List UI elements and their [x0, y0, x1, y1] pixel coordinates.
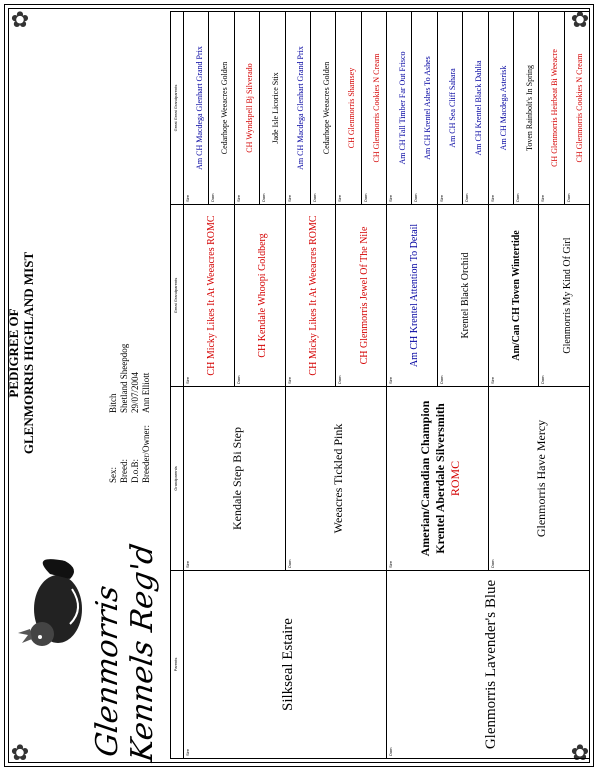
dog-name: Weeacres Tickled Pink [331, 423, 346, 534]
logo-text: Glenmorris Kennels Reg'd [90, 541, 160, 764]
dog-name: Am CH Macdega Asterisk [499, 65, 509, 151]
sex-tag: Dam [438, 375, 444, 384]
sex-tag: Dam [540, 375, 546, 384]
dog-name: Am CH Macdega Glenhart Grand Prix [194, 46, 204, 170]
great-great-grandparent-cell [361, 12, 386, 204]
sex-tag: Sire [438, 194, 444, 202]
sex-tag: Dam [413, 193, 419, 202]
great-great-grandparents-column [171, 12, 589, 204]
grandparent-cell [488, 387, 590, 570]
dog-name: CH Micky Likes It At Weeacres ROMC [206, 215, 218, 376]
sex-tag: Dam [235, 375, 241, 384]
dog-name: CH Wyndspell Bj Silverado [245, 63, 255, 153]
sex-tag: Sire [185, 376, 190, 384]
great-grandparent-cell [335, 205, 386, 386]
dob-label: D.o.B: [130, 458, 140, 483]
grandparents-column [171, 386, 589, 570]
dog-name: Am CH Sea Cliff Sahara [448, 68, 458, 148]
pedigree-table [170, 11, 590, 759]
great-great-grandparent-cell [513, 12, 538, 204]
sex-tag: Sire [489, 194, 495, 202]
great-great-grandparent-cell [538, 12, 563, 204]
great-grandparent-cell [285, 205, 336, 386]
sex-tag: Sire [235, 194, 241, 202]
great-great-grandparent-cell [411, 12, 436, 204]
sex-tag: Dam [261, 193, 267, 202]
breeder-label: Breeder/Owner: [141, 425, 151, 483]
great-great-grandparent-cell [234, 12, 259, 204]
breed-value: Shetland Sheepdog [119, 343, 129, 413]
sex-tag: Sire [489, 376, 495, 384]
breeder-value: Ann Elliott [141, 372, 151, 413]
dog-name: CH Glenmorris Jewel Of The Nile [358, 226, 370, 365]
dog-name: Am CH Macdega Glenhart Grand Prix [296, 46, 306, 170]
dog-name: CH Kendale Whoopi Goldberg [257, 233, 269, 358]
dog-name: Glenmorris Have Mercy [534, 419, 549, 538]
title-line-2: GLENMORRIS HIGHLAND MIST [21, 251, 36, 455]
dog-name: CH Glenmorris Heirbeat Bi Weeacre [549, 49, 559, 167]
great-great-grandparent-cell [437, 12, 462, 204]
great-grandparent-cell [538, 205, 589, 386]
dog-name: Glenmorris My Kind Of Girl [561, 237, 573, 354]
dog-name: Am CH Krentel Attention To Detail [409, 223, 421, 368]
grandparent-cell [183, 387, 285, 570]
dog-name: Amerian/Canadian Champion Krentel Aberdale Silversmith [417, 400, 447, 557]
great-great-grandparent-cell [285, 12, 310, 204]
dog-name: Krentel Black Orchid [460, 252, 472, 339]
sex-value: Bitch [108, 393, 118, 413]
sex-tag: Dam [362, 193, 368, 202]
great-great-grandparent-cell [564, 12, 589, 204]
sex-tag: Dam [388, 747, 393, 756]
grandparent-cell [285, 387, 387, 570]
column-header: Parents [173, 657, 178, 672]
parent-cell [183, 571, 386, 758]
great-great-grandparent-cell [259, 12, 284, 204]
sex-tag: Sire [286, 376, 292, 384]
rooster-icon [10, 549, 90, 669]
dob-value: 29/07/2004 [130, 371, 140, 413]
dog-name: Toven Rainbolt's In Spring [524, 65, 534, 151]
sex-tag: Sire [388, 560, 393, 568]
dog-name: CH Micky Likes It At Weeacres ROMC [307, 215, 319, 376]
dog-name: Am CH Krentel Black Dahlia [473, 60, 483, 156]
dog-name: CH Glenmorris Cookies N Cream [575, 53, 585, 163]
breed-label: Breed: [119, 459, 129, 483]
great-great-grandparent-cell [488, 12, 513, 204]
column-header: Grandparents [173, 466, 178, 491]
dog-name: Cedarhope Weeacres Golden [321, 61, 331, 155]
sex-tag: Sire [388, 376, 393, 384]
great-great-grandparent-cell [208, 12, 233, 204]
great-great-grandparent-cell [310, 12, 335, 204]
great-great-grandparent-cell [462, 12, 487, 204]
dog-name: Kendale Step Bi Step [229, 427, 244, 530]
sex-tag: Dam [311, 193, 317, 202]
great-grandparents-column [171, 204, 589, 386]
title-line-1: PEDIGREE OF [6, 308, 21, 398]
column-header: Great Grandparents [173, 277, 178, 314]
sex-tag: Dam [210, 193, 216, 202]
dog-info [108, 344, 152, 483]
header [0, 0, 168, 773]
dog-name: Jade Isle Licorice Stix [270, 72, 280, 144]
great-grandparent-cell [437, 205, 488, 386]
great-great-grandparent-cell [183, 12, 208, 204]
sex-tag: Dam [337, 375, 343, 384]
dog-name: Am CH Tall Timber Far Out Frisco [397, 51, 407, 165]
dog-name: Am/Can CH Toven Wintertide [510, 230, 522, 361]
sex-label: Sex: [108, 466, 118, 483]
dog-name: Silkseal Estaire [279, 618, 296, 711]
sex-tag: Dam [565, 193, 571, 202]
grandparent-cell [386, 387, 488, 570]
sex-tag: Sire [286, 194, 292, 202]
great-grandparent-cell [183, 205, 234, 386]
parent-cell [386, 571, 589, 758]
corner-ornament-icon: ✿ [570, 7, 590, 32]
sex-tag: Dam [514, 193, 520, 202]
corner-ornament-icon: ✿ [10, 740, 30, 765]
sex-tag: Sire [540, 194, 546, 202]
title-suffix: ROMC [447, 460, 462, 497]
dog-name: CH Glenmorris Cookies N Cream [372, 53, 382, 163]
great-grandparent-cell [488, 205, 539, 386]
dog-name: Am CH Krentel Ashes To Ashes [423, 56, 433, 160]
sex-tag: Dam [286, 559, 292, 568]
sex-tag: Dam [464, 193, 470, 202]
page-title [6, 173, 36, 533]
dog-name: Glenmorris Lavender's Blue [482, 579, 499, 750]
sex-tag: Sire [185, 560, 190, 568]
sex-tag: Sire [185, 748, 190, 756]
corner-ornament-icon: ✿ [10, 7, 30, 32]
parents-column [171, 570, 589, 758]
sex-tag: Sire [337, 194, 343, 202]
sex-tag: Dam [489, 559, 495, 568]
kennel-logo [10, 509, 160, 764]
corner-ornament-icon: ✿ [570, 740, 590, 765]
sex-tag: Sire [388, 194, 393, 202]
great-grandparent-cell [234, 205, 285, 386]
great-grandparent-cell [386, 205, 437, 386]
dog-name: Cedarhope Weeacres Golden [220, 61, 230, 155]
great-great-grandparent-cell [335, 12, 360, 204]
sex-tag: Sire [185, 194, 190, 202]
dog-name: CH Glenmorris Shamsey [346, 67, 356, 149]
column-header: Great Great Grandparents [173, 84, 178, 132]
great-great-grandparent-cell [386, 12, 411, 204]
